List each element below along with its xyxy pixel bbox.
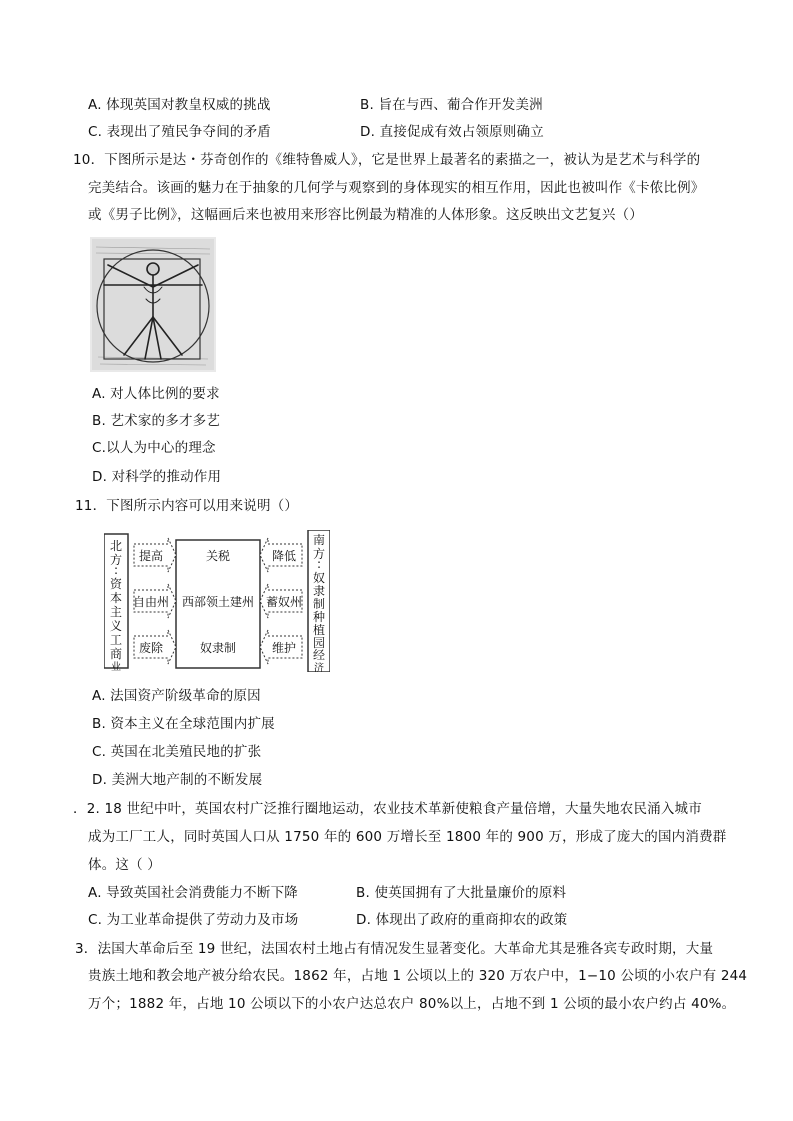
- north-label-2: 方: [109, 553, 123, 567]
- q10-stem-line3: 或《男子比例》，这幅画后来也被用来形容比例最为精准的人体形象。这反映出文艺复兴（）: [88, 207, 643, 223]
- north-label-10: 业: [111, 662, 121, 672]
- q9-option-b: B. 旨在与西、葡合作开发美洲: [360, 97, 543, 113]
- q11-option-a: A. 法国资产阶级革命的原因: [92, 688, 261, 704]
- north-label-5: 本: [109, 591, 123, 605]
- south-label-2: 方: [312, 547, 326, 561]
- south-label-4: 奴: [312, 571, 326, 585]
- q10-stem-line2: 完美结合。该画的魅力在于抽象的几何学与观察到的身体现实的相互作用，因此也被叫作《卡侬比例》: [88, 180, 705, 196]
- south-label-3: :: [316, 557, 322, 571]
- q13-stem-line2: 贵族土地和教会地产被分给农民。1862 年，占地 1 公顷以上的 320 万农户中，1−10 公顷的小农户有 244: [88, 968, 748, 984]
- q9-option-a: A. 体现英国对教皇权威的挑战: [88, 97, 271, 113]
- vitruvian-man-image: [90, 237, 216, 372]
- south-label-8: 植: [312, 623, 326, 637]
- north-label-4: 资: [109, 577, 123, 591]
- q9-option-d: D. 直接促成有效占领原则确立: [360, 124, 544, 140]
- south-label-5: 隶: [312, 584, 326, 598]
- q12-stem-line1: ．2. 18 世纪中叶，英国农村广泛推行圈地运动，农业技术革新使粮食产量倍增，大量失地农民涌入城市: [73, 801, 702, 817]
- right-arrow-label-2: 蓄奴州: [265, 595, 303, 609]
- right-arrow-label-3: 维护: [271, 641, 297, 655]
- left-arrow-label-2: 自由州: [132, 595, 170, 609]
- q12-option-b: B. 使英国拥有了大批量廉价的原料: [356, 885, 567, 901]
- left-arrow-label-3: 废除: [138, 641, 164, 655]
- south-label-6: 制: [312, 597, 326, 611]
- q9-option-c: C. 表现出了殖民争夺间的矛盾: [88, 124, 272, 140]
- q12-stem-line2: 成为工厂工人，同时英国人口从 1750 年的 600 万增长至 1800 年的 900 万，形成了庞大的国内消费群: [88, 829, 727, 845]
- q12-option-a: A. 导致英国社会消费能力不断下降: [88, 885, 298, 901]
- north-label-9: 商: [109, 647, 123, 661]
- center-item-2: 西部领土建州: [181, 595, 255, 609]
- north-label-1: 北: [109, 539, 123, 553]
- center-item-1: 关税: [205, 549, 231, 563]
- q10-option-c: C.以人为中心的理念: [92, 440, 216, 456]
- north-south-diagram: [104, 530, 330, 672]
- north-label-8: 工: [109, 633, 123, 647]
- q12-option-d: D. 体现出了政府的重商抑农的政策: [356, 912, 568, 928]
- q11-stem: 11．下图所示内容可以用来说明（）: [75, 498, 299, 514]
- right-arrow-label-1: 降低: [271, 549, 297, 563]
- south-label-10: 经: [312, 648, 326, 662]
- q12-option-c: C. 为工业革命提供了劳动力及市场: [88, 912, 299, 928]
- south-label-9: 园: [312, 636, 326, 650]
- q10-stem-line1: 10．下图所示是达・芬奇创作的《维特鲁威人》，它是世界上最著名的素描之一，被认为是艺术与科学的: [73, 152, 701, 168]
- south-label-11: 济: [314, 663, 324, 672]
- north-label-3: :: [113, 563, 119, 577]
- south-label-7: 种: [312, 610, 326, 624]
- q13-stem-line3: 万个；1882 年，占地 10 公顷以下的小农户达总农户 80%以上，占地不到 1 公顷的最小农户约占 40%。: [88, 996, 736, 1012]
- north-label-7: 义: [109, 619, 123, 633]
- left-arrow-label-1: 提高: [138, 549, 164, 563]
- center-item-3: 奴隶制: [199, 641, 237, 655]
- q10-option-b: B. 艺术家的多才多艺: [92, 413, 221, 429]
- q11-option-d: D. 美洲大地产制的不断发展: [92, 772, 263, 788]
- south-label-1: 南: [312, 533, 326, 547]
- q10-option-a: A. 对人体比例的要求: [92, 386, 220, 402]
- q11-option-b: B. 资本主义在全球范围内扩展: [92, 716, 275, 732]
- q10-option-d: D. 对科学的推动作用: [92, 469, 222, 485]
- q11-option-c: C. 英国在北美殖民地的扩张: [92, 744, 262, 760]
- q12-stem-line3: 体。这（ ）: [88, 857, 161, 873]
- q13-stem-line1: 3．法国大革命后至 19 世纪，法国农村土地占有情况发生显著变化。大革命尤其是雅各宾专政时期，大量: [75, 941, 714, 957]
- north-label-6: 主: [109, 605, 123, 619]
